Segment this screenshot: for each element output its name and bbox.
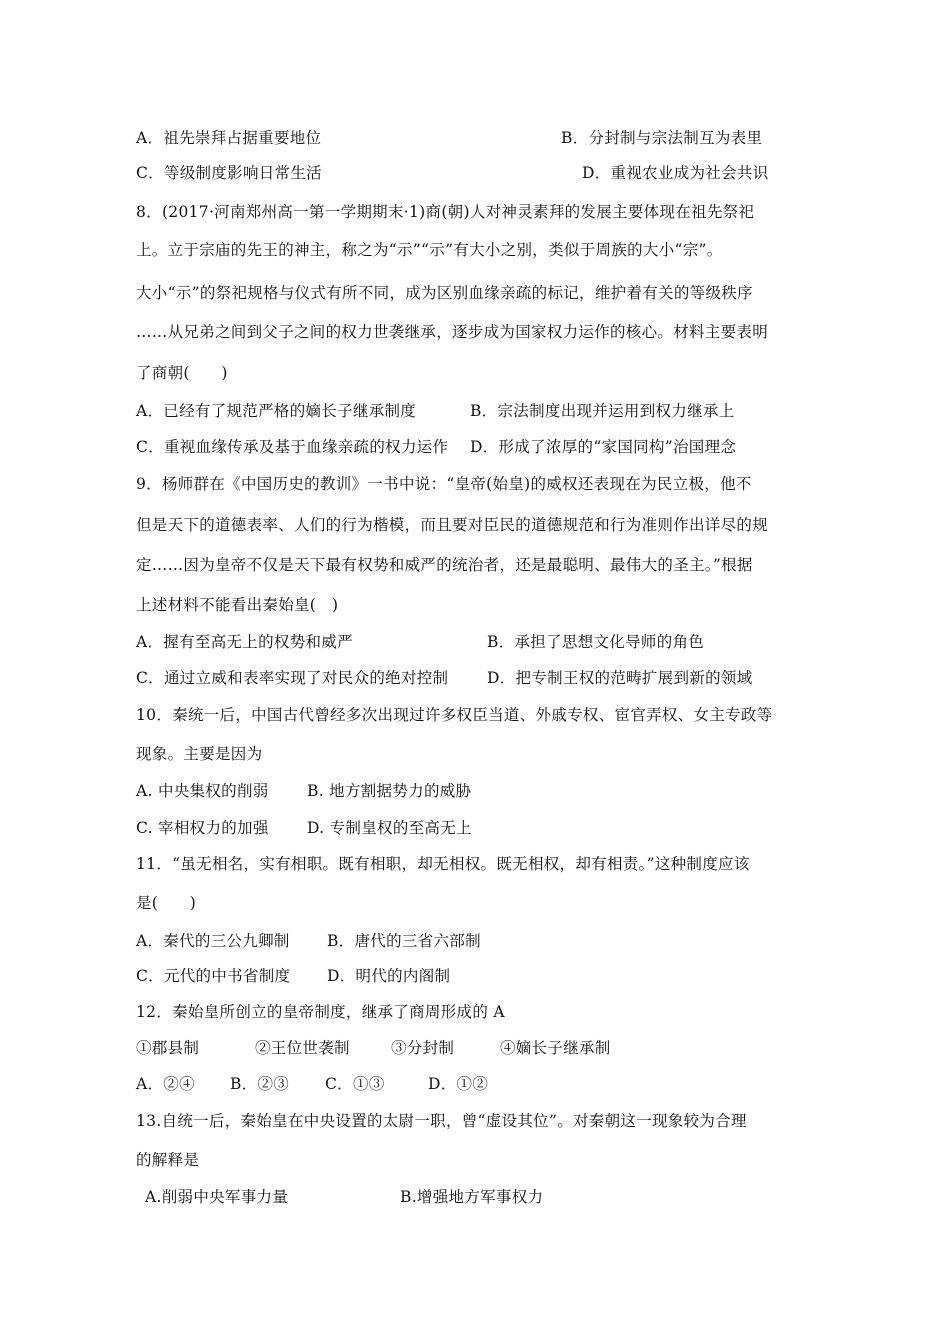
q12-stem-line-1: 12．秦始皇所创立的皇帝制度，继承了商周形成的 A <box>136 1003 505 1021</box>
q12-item-1: ①郡县制 <box>136 1039 200 1057</box>
q8-option-b: B．宗法制度出现并运用到权力继承上 <box>470 402 735 420</box>
q8-option-c: C．重视血缘传承及基于血缘亲疏的权力运作 <box>136 438 449 456</box>
q8-stem-line-5: 了商朝( ) <box>136 364 228 382</box>
q12-option-a: A．②④ <box>136 1075 195 1093</box>
q10-option-c: C. 宰相权力的加强 <box>136 819 269 837</box>
q8-stem-line-3: 大小“示”的祭祀规格与仪式有所不同，成为区别血缘亲疏的标记，维护着有关的等级秩序 <box>136 284 753 302</box>
q9-option-d: D．把专制王权的范畴扩展到新的领域 <box>487 669 753 687</box>
q12-option-b: B．②③ <box>230 1075 290 1093</box>
q9-option-b: B．承担了思想文化导师的角色 <box>487 633 705 651</box>
q12-item-4: ④嫡长子继承制 <box>500 1039 611 1057</box>
q9-option-c: C．通过立威和表率实现了对民众的绝对控制 <box>136 669 449 687</box>
q11-option-a: A．秦代的三公九卿制 <box>136 932 290 950</box>
q7-option-a: A．祖先崇拜占据重要地位 <box>136 129 322 147</box>
q11-stem-line-2: 是( ) <box>136 894 197 912</box>
q11-stem-line-1: 11．“虽无相名，实有相职。既有相职，却无相权。既无相权，却有相责。”这种制度应该 <box>136 855 750 873</box>
q10-stem-line-1: 10．秦统一后，中国古代曾经多次出现过许多权臣当道、外戚专权、宦官弄权、女主专政等 <box>136 706 773 724</box>
q12-item-2: ②王位世袭制 <box>255 1039 350 1057</box>
q13-option-a: A.削弱中央军事力量 <box>145 1188 289 1206</box>
q10-option-a: A. 中央集权的削弱 <box>136 782 269 800</box>
q13-stem-line-2: 的解释是 <box>136 1151 200 1169</box>
q10-option-d: D. 专制皇权的至高无上 <box>307 819 472 837</box>
q10-option-b: B. 地方割据势力的威胁 <box>307 782 472 800</box>
q10-stem-line-2: 现象。主要是因为 <box>136 745 263 763</box>
q12-option-d: D．①② <box>428 1075 489 1093</box>
q11-option-d: D．明代的内阁制 <box>327 967 451 985</box>
q13-option-b: B.增强地方军事权力 <box>400 1188 544 1206</box>
q12-option-c: C．①③ <box>325 1075 385 1093</box>
q8-stem-line-2: 上。立于宗庙的先王的神主，称之为“示”“示”有大小之别，类似于周族的大小“宗”。 <box>136 241 723 259</box>
q8-option-a: A．已经有了规范严格的嫡长子继承制度 <box>136 402 417 420</box>
q7-option-d: D．重视农业成为社会共识 <box>582 164 769 182</box>
q9-stem-line-1: 9．杨师群在《中国历史的教训》一书中说：“皇帝(始皇)的威权还表现在为民立极，他不 <box>136 475 752 493</box>
q8-stem-line-4: ……从兄弟之间到父子之间的权力世袭继承，逐步成为国家权力运作的核心。材料主要表明 <box>136 323 769 341</box>
q9-stem-line-4: 上述材料不能看出秦始皇( ) <box>136 596 339 614</box>
q7-option-c: C．等级制度影响日常生活 <box>136 164 322 182</box>
q9-stem-line-2: 但是天下的道德表率、人们的行为楷模，而且要对臣民的道德规范和行为准则作出详尽的规 <box>136 516 769 534</box>
q9-stem-line-3: 定……因为皇帝不仅是天下最有权势和威严的统治者，还是最聪明、最伟大的圣主。”根据 <box>136 556 753 574</box>
q7-option-b: B．分封制与宗法制互为表里 <box>561 129 763 147</box>
q9-option-a: A．握有至高无上的权势和威严 <box>136 633 353 651</box>
q13-stem-line-1: 13.自统一后，秦始皇在中央设置的太尉一职，曾“虚设其位”。对秦朝这一现象较为合理 <box>136 1112 747 1130</box>
q11-option-b: B．唐代的三省六部制 <box>327 932 481 950</box>
q11-option-c: C．元代的中书省制度 <box>136 967 291 985</box>
q8-option-d: D．形成了浓厚的“家国同构”治国理念 <box>470 438 737 456</box>
q12-item-3: ③分封制 <box>391 1039 455 1057</box>
q8-stem-line-1: 8．(2017·河南郑州高一第一学期期末·1)商(朝)人对神灵素拜的发展主要体现在祖先祭祀 <box>136 203 755 221</box>
